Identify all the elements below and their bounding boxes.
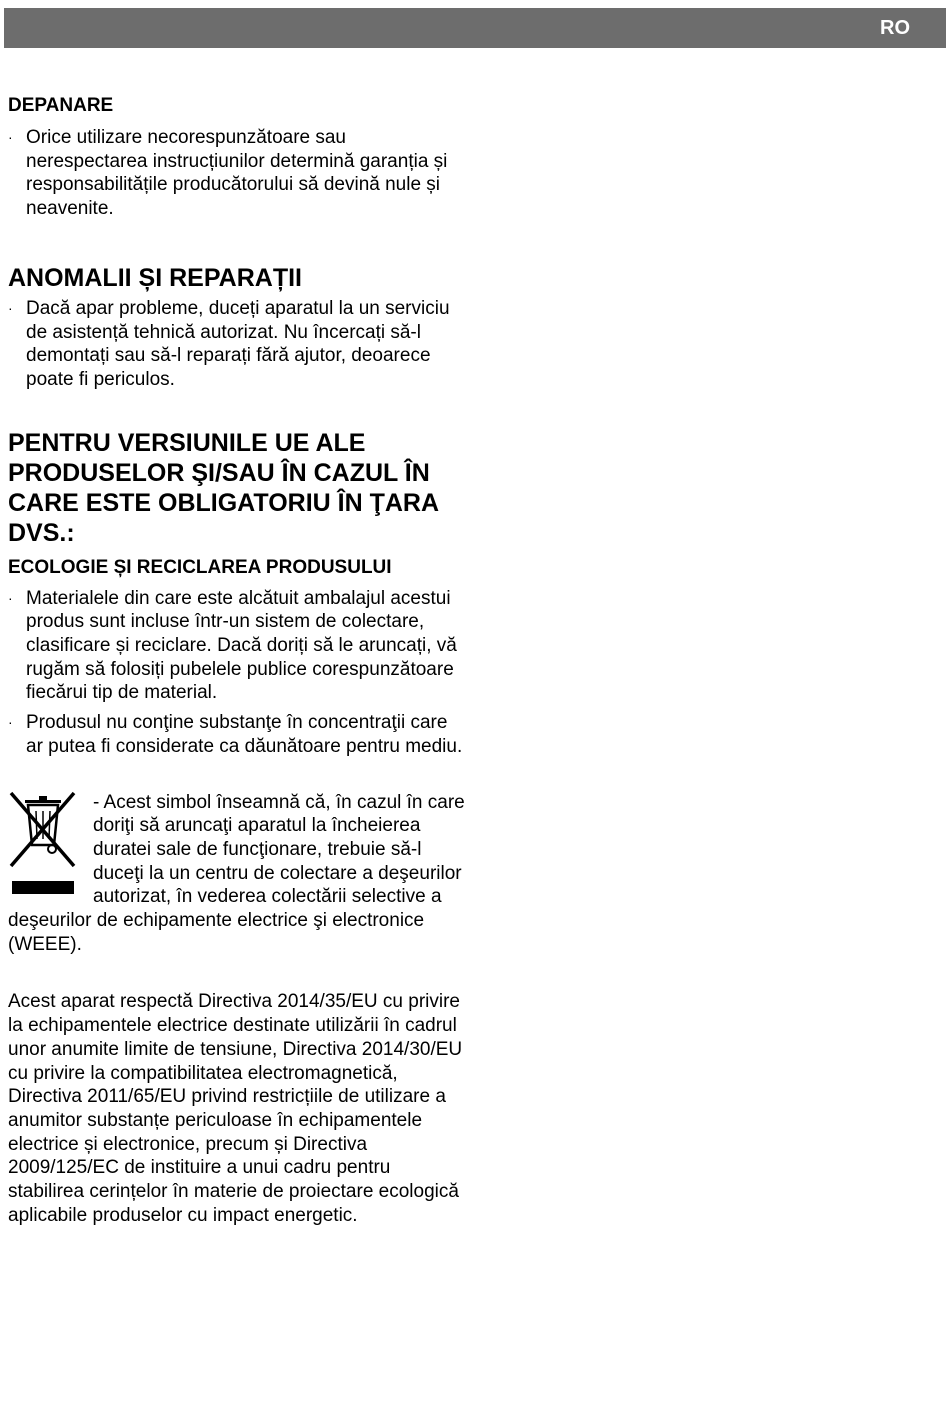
list-item: · Orice utilizare necorespunzătoare sau nerespectarea instrucțiunilor determină garanția și responsabilitățile producătorului să devină nule și neavenite. bbox=[8, 127, 448, 220]
bullet-icon: · bbox=[8, 714, 13, 731]
header-bar bbox=[4, 8, 946, 48]
list-item: · Produsul nu conţine substanţe în concentraţii care ar putea fi considerate ca dăunătoare pentru mediu. bbox=[8, 712, 463, 757]
language-tag: RO bbox=[880, 17, 910, 39]
depanare-list bbox=[8, 126, 468, 221]
section-title-depanare: DEPANARE bbox=[8, 95, 114, 116]
section-subtitle-ecologie: ECOLOGIE ȘI RECICLAREA PRODUSULUI bbox=[8, 556, 392, 578]
directive-text: Acest aparat respectă Directiva 2014/35/EU cu privire la echipamentele electrice destinate utilizării în cadrul unor anumite limite de tensiune, Directiva 2014/30/EU cu privire la compatibilitatea electromagnetică, Directiva 2011/65/EU privind restricțiile de utilizare a anumitor substanțe periculoase în echipamentele electrice și electronice, precum și Directiva 2009/125/EC de instituire a unui cadru pentru stabilirea cerințelor în materie de proiectare ecologică aplicabile produselor cu impact energetic. bbox=[8, 991, 463, 1226]
anomalii-list bbox=[8, 297, 468, 392]
bullet-icon: · bbox=[8, 299, 13, 316]
weee-notice bbox=[8, 791, 468, 957]
section-title-anomalii: ANOMALII ȘI REPARAȚII bbox=[8, 263, 302, 292]
section-title-ue: PENTRU VERSIUNILE UE ALE PRODUSELOR ŞI/SAU ÎN CAZUL ÎN CARE ESTE OBLIGATORIU ÎN ŢARA DVS.: bbox=[8, 428, 439, 547]
crossed-out-bin-icon bbox=[8, 791, 78, 897]
page-content bbox=[8, 94, 468, 1228]
list-item: · Materialele din care este alcătuit ambalajul acestui produs sunt incluse într-un sistem de colectare, clasificare și reciclare. Dacă doriți să le aruncați, vă rugăm să folosiți pubelele publice corespunzătoare fiecărui tip de material. bbox=[8, 587, 457, 704]
list-item: · Dacă apar probleme, duceți aparatul la un serviciu de asistență tehnică autorizat. Nu încercați să-l demontați sau să-l reparați fără ajutor, deoarece poate fi periculos. bbox=[8, 297, 450, 390]
bullet-icon: · bbox=[8, 129, 13, 145]
weee-text: - Acest simbol înseamnă că, în cazul în care doriţi să aruncaţi aparatul la încheierea duratei sale de funcţionare, trebuie să-l duceţi la un centru de colectare a deşeurilor autorizat, în vederea colectării selective a deşeurilor de echipamente electrice şi electronice (WEEE). bbox=[8, 791, 465, 955]
ecologie-list bbox=[8, 587, 468, 759]
bullet-icon: · bbox=[8, 589, 13, 606]
